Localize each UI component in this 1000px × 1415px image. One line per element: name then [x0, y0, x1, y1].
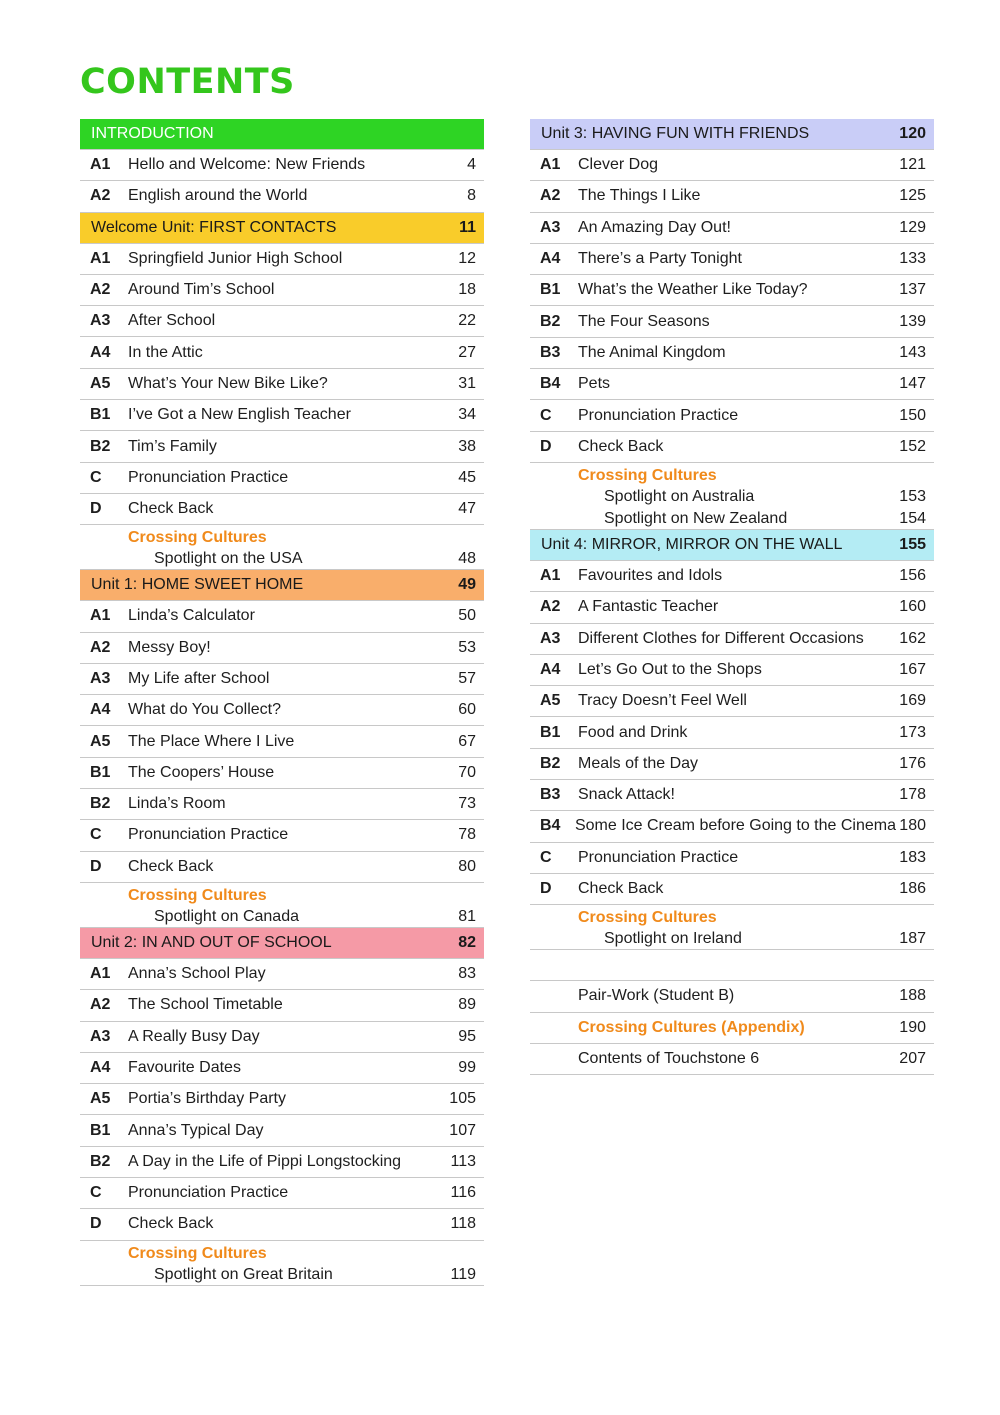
contents-column-left — [80, 119, 484, 1286]
lesson-title: There’s a Party Tonight — [578, 250, 742, 268]
lesson-code: A5 — [540, 692, 561, 710]
spotlight-page: 81 — [458, 907, 476, 925]
lesson-code: A2 — [90, 281, 111, 299]
lesson-code: A1 — [90, 156, 111, 174]
lesson-page: 113 — [450, 1152, 476, 1170]
lesson-page: 160 — [899, 598, 926, 616]
lesson-page: 99 — [458, 1058, 476, 1076]
lesson-page: 18 — [458, 281, 476, 299]
spotlight-title: Spotlight on Australia — [604, 487, 755, 505]
section-title: INTRODUCTION — [91, 125, 214, 142]
lesson-page: 173 — [899, 723, 926, 741]
appendix-page: 190 — [899, 1018, 926, 1036]
lesson-page: 178 — [899, 786, 926, 804]
lesson-code: A1 — [90, 965, 111, 983]
spotlight-page: 119 — [450, 1265, 476, 1283]
lesson-code: A3 — [90, 1027, 111, 1045]
lesson-code: B4 — [540, 817, 561, 835]
lesson-page: 80 — [458, 857, 476, 875]
lesson-page: 137 — [899, 281, 926, 299]
lesson-title: Food and Drink — [578, 723, 688, 741]
lesson-page: 73 — [458, 795, 476, 813]
lesson-page: 150 — [899, 406, 926, 424]
lesson-title: Meals of the Day — [578, 754, 699, 772]
lesson-code: A4 — [540, 250, 561, 268]
lesson-page: 31 — [458, 374, 476, 392]
lesson-code: A1 — [90, 607, 111, 625]
toc-row[interactable] — [80, 959, 484, 990]
toc-row[interactable] — [80, 463, 484, 494]
toc-row[interactable] — [530, 275, 934, 306]
toc-row[interactable] — [80, 369, 484, 400]
lesson-code: A2 — [90, 638, 111, 656]
lesson-code: B2 — [90, 437, 111, 455]
lesson-code: D — [90, 500, 102, 518]
lesson-page: 169 — [899, 692, 926, 710]
lesson-title: Anna’s Typical Day — [128, 1121, 264, 1139]
toc-row[interactable] — [530, 181, 934, 212]
spotlight-line — [578, 508, 926, 530]
lesson-title: Linda’s Room — [128, 795, 226, 813]
lesson-title: English around the World — [128, 187, 308, 205]
lesson-page: 50 — [458, 607, 476, 625]
lesson-title: Check Back — [128, 500, 214, 518]
lesson-code: B1 — [90, 1121, 111, 1139]
lesson-code: A2 — [90, 187, 111, 205]
lesson-title: A Really Busy Day — [128, 1027, 260, 1045]
lesson-title: Tracy Doesn’t Feel Well — [578, 692, 747, 710]
lesson-title: In the Attic — [128, 343, 203, 361]
lesson-title: What’s Your New Bike Like? — [128, 374, 328, 392]
spotlight-page: 187 — [899, 930, 926, 948]
lesson-title: I’ve Got a New English Teacher — [128, 406, 351, 424]
spotlight-title: Spotlight on Ireland — [604, 930, 742, 948]
lesson-title: Portia’s Birthday Party — [128, 1090, 286, 1108]
toc-row[interactable] — [530, 432, 934, 463]
toc-row[interactable] — [530, 624, 934, 655]
spotlight-title: Spotlight on Canada — [154, 907, 299, 925]
toc-row[interactable] — [80, 244, 484, 275]
lesson-code: D — [540, 880, 552, 898]
lesson-page: 143 — [899, 343, 926, 361]
toc-row[interactable] — [530, 592, 934, 623]
lesson-code: A3 — [540, 629, 561, 647]
lesson-title: A Day in the Life of Pippi Longstocking — [128, 1152, 402, 1170]
lesson-page: 70 — [458, 763, 476, 781]
lesson-title: Messy Boy! — [128, 638, 211, 656]
lesson-title: Pets — [578, 375, 611, 393]
lesson-page: 116 — [450, 1184, 476, 1202]
page-title: CONTENTS — [80, 62, 295, 102]
toc-row[interactable] — [80, 789, 484, 820]
lesson-code: A4 — [540, 661, 561, 678]
lesson-page: 67 — [458, 732, 476, 750]
spotlight-line — [128, 1264, 476, 1286]
lesson-page: 152 — [899, 437, 926, 455]
toc-row[interactable] — [80, 1022, 484, 1053]
contents-column-right — [530, 119, 934, 1075]
lesson-page: 180 — [899, 817, 926, 835]
spotlight-line — [128, 548, 476, 570]
lesson-page: 89 — [458, 996, 476, 1014]
toc-row[interactable] — [80, 633, 484, 664]
spotlight-page: 153 — [899, 487, 926, 505]
lesson-title: The Place Where I Live — [128, 732, 295, 750]
lesson-code: B2 — [90, 1152, 111, 1170]
lesson-title: After School — [128, 312, 216, 330]
appendix-row[interactable] — [530, 1013, 934, 1044]
toc-row[interactable] — [80, 1209, 484, 1240]
lesson-page: 147 — [899, 375, 926, 393]
lesson-page: 47 — [458, 500, 476, 518]
section-header-unit-1[interactable] — [80, 570, 484, 601]
crossing-cultures-entry[interactable] — [80, 525, 484, 570]
lesson-page: 125 — [899, 187, 926, 205]
lesson-title: Check Back — [578, 437, 664, 455]
section-title: Unit 2: IN AND OUT OF SCHOOL — [91, 933, 332, 951]
spotlight-page: 154 — [899, 509, 926, 527]
lesson-title: Let’s Go Out to the Shops — [578, 661, 762, 678]
lesson-code: B3 — [540, 343, 561, 361]
lesson-code: A3 — [540, 218, 561, 236]
lesson-title: Check Back — [128, 1215, 214, 1233]
appendix-title: Pair-Work (Student B) — [578, 987, 735, 1005]
section-header-unit-3[interactable] — [530, 119, 934, 150]
toc-row[interactable] — [80, 1178, 484, 1209]
lesson-title: Hello and Welcome: New Friends — [128, 156, 366, 174]
crossing-cultures-entry[interactable] — [530, 905, 934, 950]
lesson-page: 183 — [899, 848, 926, 866]
lesson-title: Favourite Dates — [128, 1058, 241, 1076]
crossing-cultures-heading: Crossing Cultures — [578, 466, 717, 484]
appendix-title: Crossing Cultures (Appendix) — [578, 1018, 805, 1036]
toc-row[interactable] — [80, 758, 484, 789]
lesson-page: 38 — [458, 437, 476, 455]
lesson-page: 167 — [899, 661, 926, 678]
lesson-code: A2 — [540, 598, 561, 616]
section-page: 11 — [459, 218, 476, 236]
toc-row[interactable] — [530, 686, 934, 717]
toc-row[interactable] — [80, 990, 484, 1021]
lesson-page: 4 — [467, 156, 476, 174]
lesson-page: 83 — [458, 965, 476, 983]
lesson-page: 129 — [899, 218, 926, 236]
toc-row[interactable] — [80, 494, 484, 525]
spotlight-title: Spotlight on the USA — [154, 550, 303, 568]
crossing-cultures-entry[interactable] — [80, 1241, 484, 1286]
spacer-row — [530, 950, 934, 981]
lesson-code: A2 — [90, 996, 111, 1014]
crossing-cultures-heading: Crossing Cultures — [128, 886, 267, 904]
crossing-cultures-heading: Crossing Cultures — [128, 529, 267, 547]
lesson-code: A1 — [90, 249, 111, 267]
spotlight-line — [578, 928, 926, 950]
section-page: 155 — [899, 535, 926, 553]
toc-row[interactable] — [530, 749, 934, 780]
lesson-code: C — [540, 848, 552, 866]
crossing-cultures-entry[interactable] — [530, 463, 934, 530]
lesson-page: 60 — [458, 701, 476, 719]
lesson-code: B2 — [540, 312, 561, 330]
lesson-title: Pronunciation Practice — [128, 1184, 289, 1202]
toc-row[interactable] — [80, 400, 484, 431]
toc-row[interactable] — [530, 244, 934, 275]
appendix-page: 188 — [899, 987, 926, 1005]
lesson-page: 22 — [458, 312, 476, 330]
lesson-page: 176 — [899, 754, 926, 772]
lesson-code: B1 — [540, 281, 561, 299]
toc-row[interactable] — [80, 337, 484, 368]
lesson-title: The Animal Kingdom — [578, 343, 726, 361]
toc-row[interactable] — [530, 717, 934, 748]
lesson-page: 53 — [458, 638, 476, 656]
toc-row[interactable] — [530, 213, 934, 244]
toc-row[interactable] — [80, 306, 484, 337]
lesson-page: 105 — [449, 1090, 476, 1108]
lesson-title: Tim’s Family — [128, 437, 217, 455]
lesson-title: Pronunciation Practice — [128, 468, 289, 486]
toc-row[interactable] — [80, 1115, 484, 1146]
lesson-title: Anna’s School Play — [128, 965, 266, 983]
lesson-page: 95 — [458, 1027, 476, 1045]
lesson-code: B3 — [540, 786, 561, 804]
section-header-unit-4[interactable] — [530, 530, 934, 561]
lesson-page: 27 — [458, 343, 476, 361]
lesson-code: A4 — [90, 1058, 111, 1076]
lesson-title: The Coopers’ House — [128, 763, 275, 781]
toc-row[interactable] — [80, 726, 484, 757]
lesson-title: Favourites and Idols — [578, 567, 723, 585]
section-header-introduction[interactable] — [80, 119, 484, 150]
lesson-title: Some Ice Cream before Going to the Cinema — [574, 817, 896, 835]
appendix-row[interactable] — [530, 981, 934, 1012]
lesson-page: 45 — [458, 468, 476, 486]
lesson-title: Snack Attack! — [578, 786, 675, 804]
appendix-title: Contents of Touchstone 6 — [578, 1049, 760, 1067]
lesson-code: C — [90, 826, 102, 844]
spotlight-title: Spotlight on Great Britain — [154, 1265, 333, 1283]
lesson-code: B1 — [540, 723, 561, 741]
lesson-code: B4 — [540, 375, 561, 393]
section-page: 49 — [458, 576, 476, 594]
lesson-code: B2 — [540, 754, 561, 772]
lesson-page: 8 — [467, 187, 476, 205]
lesson-title: Check Back — [578, 880, 664, 898]
toc-row[interactable] — [530, 561, 934, 592]
lesson-title: Springfield Junior High School — [128, 249, 343, 267]
section-header-unit-2[interactable] — [80, 928, 484, 959]
spotlight-line — [578, 486, 926, 508]
toc-row[interactable] — [530, 400, 934, 431]
section-title: Unit 3: HAVING FUN WITH FRIENDS — [541, 125, 810, 142]
lesson-code: A5 — [90, 1090, 111, 1108]
toc-row[interactable] — [80, 1147, 484, 1178]
lesson-page: 118 — [450, 1215, 476, 1233]
lesson-title: Around Tim’s School — [128, 281, 275, 299]
lesson-title: Clever Dog — [578, 156, 659, 174]
lesson-page: 162 — [899, 629, 926, 647]
lesson-title: Pronunciation Practice — [578, 848, 739, 866]
lesson-title: Pronunciation Practice — [128, 826, 289, 844]
toc-row[interactable] — [80, 695, 484, 726]
lesson-code: B1 — [90, 763, 111, 781]
lesson-page: 186 — [899, 880, 926, 898]
lesson-code: A5 — [90, 374, 111, 392]
toc-row[interactable] — [80, 181, 484, 212]
spotlight-page: 48 — [458, 550, 476, 568]
section-title: Unit 1: HOME SWEET HOME — [91, 576, 304, 594]
lesson-page: 34 — [458, 406, 476, 424]
lesson-title: Check Back — [128, 857, 214, 875]
appendix-row[interactable] — [530, 1044, 934, 1075]
lesson-page: 133 — [899, 250, 926, 268]
lesson-code: A1 — [540, 156, 561, 174]
crossing-cultures-entry[interactable] — [80, 883, 484, 928]
section-page: 82 — [458, 933, 476, 951]
toc-row[interactable] — [530, 780, 934, 811]
section-page: 120 — [899, 125, 926, 142]
lesson-title: Linda’s Calculator — [128, 607, 255, 625]
lesson-code: A3 — [90, 312, 111, 330]
section-header-welcome-unit[interactable] — [80, 213, 484, 244]
lesson-code: A3 — [90, 670, 111, 687]
lesson-title: Different Clothes for Different Occasions — [578, 629, 864, 647]
lesson-title: The Four Seasons — [578, 312, 710, 330]
toc-row[interactable] — [530, 843, 934, 874]
lesson-title: An Amazing Day Out! — [578, 218, 731, 236]
toc-row[interactable] — [80, 601, 484, 632]
crossing-cultures-heading: Crossing Cultures — [128, 1244, 267, 1262]
lesson-code: A2 — [540, 187, 561, 205]
toc-row[interactable] — [530, 369, 934, 400]
lesson-title: The School Timetable — [128, 996, 283, 1014]
lesson-code: B1 — [90, 406, 111, 424]
toc-row[interactable] — [80, 664, 484, 695]
lesson-page: 107 — [449, 1121, 476, 1139]
lesson-title: What’s the Weather Like Today? — [578, 281, 808, 299]
toc-row[interactable] — [80, 431, 484, 462]
lesson-page: 156 — [899, 567, 926, 585]
toc-row[interactable] — [530, 150, 934, 181]
lesson-code: C — [90, 1184, 102, 1202]
lesson-title: The Things I Like — [578, 187, 701, 205]
lesson-code: D — [90, 857, 102, 875]
lesson-page: 121 — [899, 156, 926, 174]
lesson-code: C — [90, 468, 102, 486]
toc-row[interactable] — [80, 852, 484, 883]
toc-row[interactable] — [530, 811, 934, 842]
toc-row[interactable] — [80, 820, 484, 851]
section-title: Welcome Unit: FIRST CONTACTS — [91, 218, 337, 236]
lesson-code: A4 — [90, 343, 111, 361]
toc-row[interactable] — [80, 275, 484, 306]
toc-row[interactable] — [80, 1084, 484, 1115]
lesson-title: Pronunciation Practice — [578, 406, 739, 424]
lesson-code: A5 — [90, 732, 111, 750]
spotlight-title: Spotlight on New Zealand — [604, 509, 788, 527]
toc-row[interactable] — [80, 150, 484, 181]
lesson-page: 78 — [458, 826, 476, 844]
toc-row[interactable] — [530, 874, 934, 905]
lesson-title: What do You Collect? — [128, 701, 281, 719]
lesson-code: C — [540, 406, 552, 424]
lesson-title: A Fantastic Teacher — [578, 598, 719, 616]
lesson-page: 139 — [899, 312, 926, 330]
toc-row[interactable] — [80, 1053, 484, 1084]
spotlight-line — [128, 906, 476, 928]
appendix-page: 207 — [899, 1049, 926, 1067]
lesson-title: My Life after School — [128, 670, 270, 687]
lesson-page: 12 — [458, 249, 476, 267]
lesson-code: D — [90, 1215, 102, 1233]
lesson-code: D — [540, 437, 552, 455]
toc-row[interactable] — [530, 306, 934, 337]
toc-row[interactable] — [530, 338, 934, 369]
lesson-page: 57 — [458, 670, 476, 687]
lesson-code: B2 — [90, 795, 111, 813]
crossing-cultures-heading: Crossing Cultures — [578, 909, 717, 927]
lesson-code: A4 — [90, 701, 111, 719]
lesson-code: A1 — [540, 567, 561, 585]
section-title: Unit 4: MIRROR, MIRROR ON THE WALL — [541, 535, 843, 553]
toc-row[interactable] — [530, 655, 934, 686]
